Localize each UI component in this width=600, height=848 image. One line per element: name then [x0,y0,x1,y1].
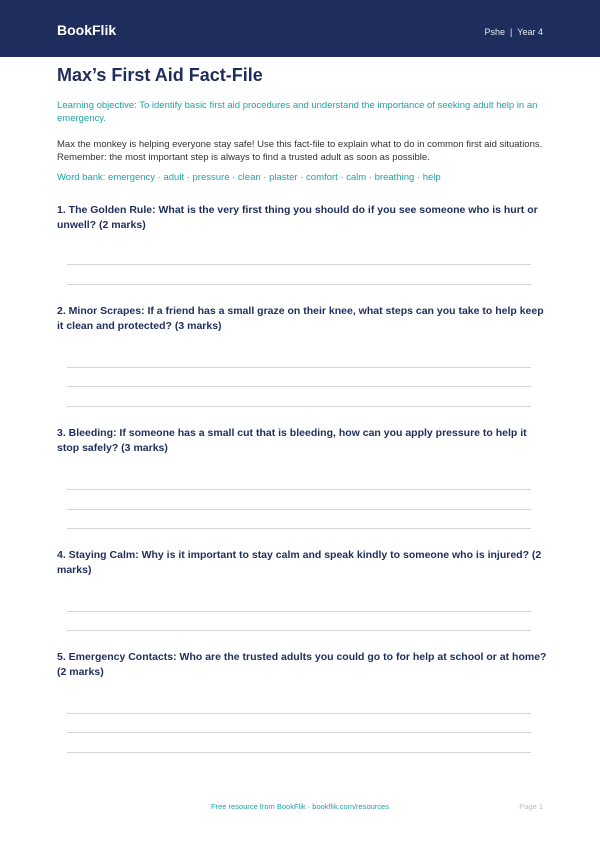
year-label: Year 4 [517,27,543,37]
intro-text: Max the monkey is helping everyone stay safe! Use this fact-file to explain what to do in common first aid situations. Remember: the most important step is always to find a trusted adult as soon as possible. [57,139,543,163]
answer-line[interactable] [67,406,531,407]
answer-line[interactable] [67,713,531,714]
question-3: 3. Bleeding: If someone has a small cut that is bleeding, how can you apply pressure to help it stop safely? (3 marks) [57,427,527,454]
question-1: 1. The Golden Rule: What is the very first thing you should do if you see someone who is hurt or unwell? (2 marks) [57,204,538,231]
answer-line[interactable] [67,489,531,490]
answer-line[interactable] [67,611,531,612]
meta-separator: | [509,27,513,37]
brand-logo[interactable]: BookFlik [57,22,117,38]
subject-year [484,27,543,37]
answer-line[interactable] [67,367,531,368]
answer-line[interactable] [67,264,531,265]
question-4: 4. Staying Calm: Why is it important to stay calm and speak kindly to someone who is injured? (2 marks) [57,549,542,576]
learning-objective: Learning objective: To identify basic first aid procedures and understand the importance of seeking adult help in an emergency. [57,100,538,124]
answer-line[interactable] [67,732,531,733]
answer-line[interactable] [67,386,531,387]
question-5: 5. Emergency Contacts: Who are the trusted adults you could go to for help at school or at home? (2 marks) [57,651,547,678]
question-2: 2. Minor Scrapes: If a friend has a small graze on their knee, what steps can you take to help keep it clean and protected? (3 marks) [57,305,544,332]
footer-credit[interactable]: Free resource from BookFlik · bookflik.com/resources [211,802,389,811]
page-number: Page 1 [519,802,543,811]
subject-label: Pshe [484,27,505,37]
answer-line[interactable] [67,752,531,753]
page-title: Max’s First Aid Fact-File [57,65,263,85]
word-bank: Word bank: emergency · adult · pressure · clean · plaster · comfort · calm · breathing · help [57,172,441,183]
answer-line[interactable] [67,284,531,285]
header-bar [0,0,600,57]
answer-line[interactable] [67,528,531,529]
answer-line[interactable] [67,509,531,510]
answer-line[interactable] [67,630,531,631]
